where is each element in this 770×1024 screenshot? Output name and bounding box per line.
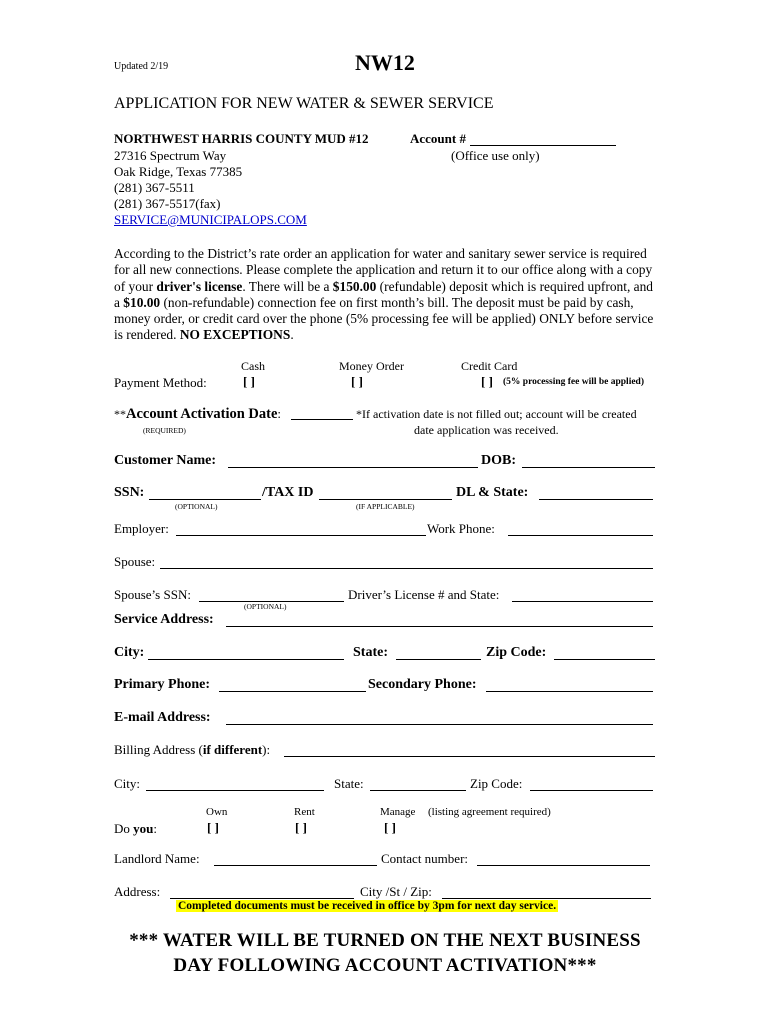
payment-cash-checkbox[interactable]: [ ] xyxy=(243,374,255,389)
secondary-phone-field[interactable] xyxy=(486,691,653,692)
tax-id-label: /TAX ID xyxy=(262,485,314,500)
employer-label: Employer: xyxy=(114,521,169,536)
employer-field[interactable] xyxy=(176,535,426,536)
spouse-label: Spouse: xyxy=(114,554,156,569)
payment-money-order-label: Money Order xyxy=(339,359,404,373)
payment-method-label: Payment Method: xyxy=(114,375,207,390)
account-label: Account # xyxy=(410,131,466,146)
tax-id-field[interactable] xyxy=(319,499,452,500)
org-email-link[interactable]: SERVICE@MUNICIPALOPS.COM xyxy=(114,212,307,227)
billing-address-label: Billing Address (if different): xyxy=(114,742,271,757)
landlord-contact-label: Contact number: xyxy=(381,851,469,866)
spouse-ssn-label: Spouse’s SSN: xyxy=(114,587,191,602)
email-field[interactable] xyxy=(226,724,653,725)
billing-state-label: State: xyxy=(334,776,364,791)
org-phone: (281) 367-5511 xyxy=(114,180,195,195)
billing-city-label: City: xyxy=(114,776,141,791)
spouse-ssn-optional: (OPTIONAL) xyxy=(244,602,287,611)
landlord-address-field[interactable] xyxy=(170,898,354,899)
secondary-phone-label: Secondary Phone: xyxy=(368,677,477,692)
state-label: State: xyxy=(353,645,388,660)
billing-zip-field[interactable] xyxy=(530,790,653,791)
form-title: APPLICATION FOR NEW WATER & SEWER SERVICE xyxy=(114,95,494,112)
footer-line-2: DAY FOLLOWING ACCOUNT ACTIVATION*** xyxy=(173,955,597,976)
payment-credit-card-label: Credit Card xyxy=(461,359,518,373)
primary-phone-label: Primary Phone: xyxy=(114,677,211,692)
payment-money-order-checkbox[interactable]: [ ] xyxy=(351,374,363,389)
intro-paragraph: According to the District’s rate order an application for water and sanitary sewer service is required for all new connections. Please complete the application and return it to our office along with a copy of your driver's license. There will be a $150.00 (refundable) deposit which is required upfront, and a $10.00 (non-refundable) connection fee on first month’s bill. The deposit must be paid by cash, money order, or credit card over the phone (5% processing fee will be applied) ONLY before service is rendered. NO EXCEPTIONS. xyxy=(114,246,654,343)
credit-card-fee-note: (5% processing fee will be applied) xyxy=(503,377,645,387)
manage-note: (listing agreement required) xyxy=(428,806,551,818)
ssn-field[interactable] xyxy=(149,499,261,500)
deadline-notice: Completed documents must be received in office by 3pm for next day service. xyxy=(178,900,557,912)
zip-field[interactable] xyxy=(554,659,655,660)
primary-phone-field[interactable] xyxy=(219,691,366,692)
org-street: 27316 Spectrum Way xyxy=(114,148,227,163)
manage-checkbox[interactable]: [ ] xyxy=(384,820,396,835)
billing-address-field[interactable] xyxy=(284,756,655,757)
state-field[interactable] xyxy=(396,659,481,660)
rent-checkbox[interactable]: [ ] xyxy=(295,820,307,835)
landlord-name-field[interactable] xyxy=(214,865,377,866)
activation-date-field[interactable] xyxy=(291,419,353,420)
landlord-contact-field[interactable] xyxy=(477,865,650,866)
landlord-name-label: Landlord Name: xyxy=(114,851,200,866)
billing-state-field[interactable] xyxy=(370,790,466,791)
own-label: Own xyxy=(206,806,228,818)
manage-label: Manage xyxy=(380,806,416,818)
dob-field[interactable] xyxy=(522,467,655,468)
landlord-city-st-zip-label: City /St / Zip: xyxy=(360,884,432,899)
ssn-optional: (OPTIONAL) xyxy=(175,502,218,511)
billing-city-field[interactable] xyxy=(146,790,324,791)
activation-note-2: date application was received. xyxy=(414,423,559,437)
work-phone-field[interactable] xyxy=(508,535,653,536)
form-code: NW12 xyxy=(355,50,415,75)
landlord-city-st-zip-field[interactable] xyxy=(442,898,651,899)
org-name: NORTHWEST HARRIS COUNTY MUD #12 xyxy=(114,131,369,146)
billing-zip-label: Zip Code: xyxy=(470,776,523,791)
account-note: (Office use only) xyxy=(451,148,540,163)
city-field[interactable] xyxy=(148,659,344,660)
spouse-dl-field[interactable] xyxy=(512,601,653,602)
payment-cash-label: Cash xyxy=(241,359,265,373)
customer-name-field[interactable] xyxy=(228,467,478,468)
dob-label: DOB: xyxy=(481,453,516,468)
email-label: E-mail Address: xyxy=(114,710,211,725)
activation-required: (REQUIRED) xyxy=(143,426,186,435)
work-phone-label: Work Phone: xyxy=(427,521,495,536)
do-you-label: Do you: xyxy=(114,821,157,836)
rent-label: Rent xyxy=(294,806,315,818)
tax-id-if-applicable: (IF APPLICABLE) xyxy=(356,502,415,511)
city-label: City: xyxy=(114,645,145,660)
own-checkbox[interactable]: [ ] xyxy=(207,820,219,835)
org-fax: (281) 367-5517(fax) xyxy=(114,196,221,211)
footer-line-1: *** WATER WILL BE TURNED ON THE NEXT BUSINESS xyxy=(129,930,641,951)
org-city: Oak Ridge, Texas 77385 xyxy=(114,164,243,179)
customer-name-label: Customer Name: xyxy=(114,453,216,468)
activation-note-1: *If activation date is not filled out; account will be created xyxy=(356,407,637,421)
updated-date: Updated 2/19 xyxy=(114,61,169,72)
service-address-label: Service Address: xyxy=(114,612,214,627)
service-address-field[interactable] xyxy=(226,626,653,627)
spouse-dl-label: Driver’s License # and State: xyxy=(348,587,500,602)
zip-label: Zip Code: xyxy=(486,645,547,660)
spouse-field[interactable] xyxy=(160,568,653,569)
landlord-address-label: Address: xyxy=(114,884,161,899)
activation-label: **Account Activation Date: xyxy=(114,406,282,422)
account-number-field[interactable] xyxy=(470,145,616,146)
dl-state-field[interactable] xyxy=(539,499,653,500)
payment-credit-card-checkbox[interactable]: [ ] xyxy=(481,374,493,389)
dl-state-label: DL & State: xyxy=(456,485,529,500)
ssn-label: SSN: xyxy=(114,485,145,500)
